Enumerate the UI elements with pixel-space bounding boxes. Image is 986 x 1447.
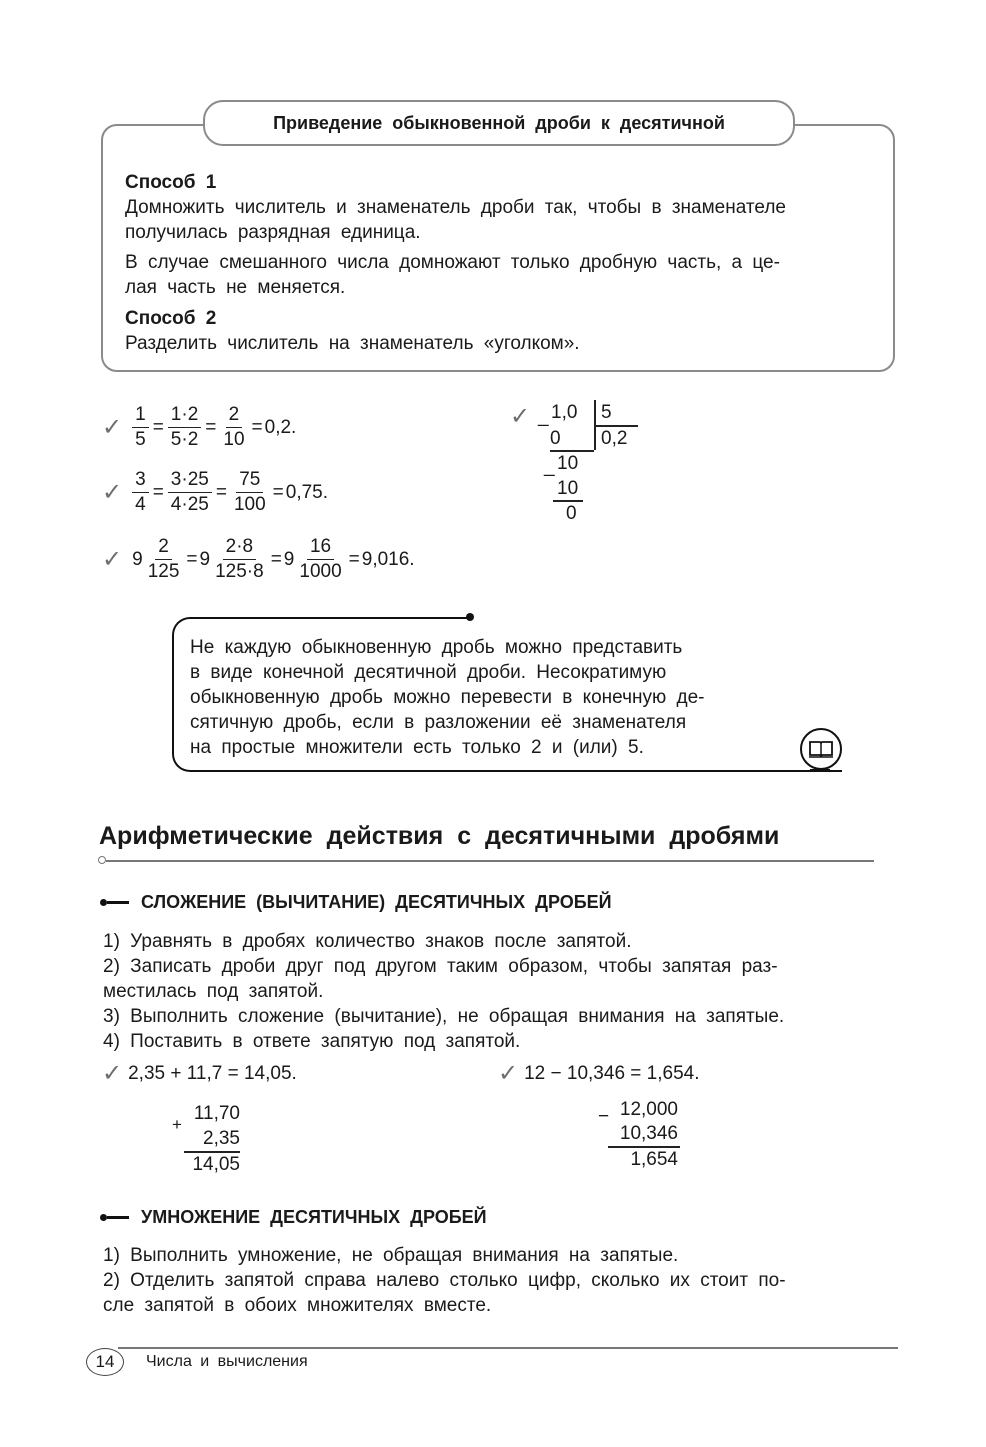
partial-product: 0	[550, 428, 561, 449]
numerator: 3·25	[168, 468, 212, 493]
result: 0,75.	[285, 481, 329, 503]
mult-step-2-cont: сле запятой в обоих множителях вместе.	[103, 1295, 492, 1316]
note-line-5: на простые множители есть только 2 и (или) 5.	[190, 737, 644, 758]
result: 0,2.	[264, 416, 297, 438]
example-2: ✓ $\frac{3}{4}$ = $\frac{3\cdot 25}{4\cdot 25}$ = $\frac{75}{100}$ = 0,75.	[102, 469, 329, 515]
divisor: 5	[601, 402, 612, 423]
denominator: 125·8	[215, 561, 264, 582]
addend-2: 2,35	[203, 1128, 240, 1149]
example-1: ✓ $\frac{1}{5}$ = $\frac{1\cdot 2}{5\cdot 2}$ = $\frac{2}{10}$ = 0,2.	[102, 404, 297, 450]
subheading-mult	[100, 1207, 487, 1228]
check-icon: ✓	[102, 479, 123, 506]
method1-line4: лая часть не меняется.	[125, 277, 346, 298]
example-add	[102, 1059, 297, 1088]
method1-title: Способ 1	[125, 172, 217, 193]
section-underline	[106, 860, 874, 862]
column-subtraction	[598, 1096, 688, 1176]
step-3: 3) Выполнить сложение (вычитание), не обращая внимания на запятые.	[103, 1006, 785, 1027]
check-icon: ✓	[102, 546, 123, 573]
rule-title: Приведение обыкновенной дроби к десятичной	[203, 100, 795, 146]
mult-step-1: 1) Выполнить умножение, не обращая внимания на запятые.	[103, 1245, 679, 1266]
denominator: 5·2	[170, 429, 199, 450]
step-2: 2) Записать дроби друг под другом таким образом, чтобы запятая раз-	[103, 956, 778, 977]
bullet-icon	[100, 899, 107, 906]
check-icon: ✓	[498, 1060, 519, 1087]
remainder: 0	[566, 503, 577, 524]
method1-line3: В случае смешанного числа домножают только дробную часть, а це-	[125, 252, 780, 273]
minuend: 12,000	[619, 1099, 678, 1120]
difference: 1,654	[630, 1149, 678, 1170]
step-2-cont: местилась под запятой.	[103, 981, 324, 1002]
check-icon: ✓	[102, 414, 123, 441]
partial-product: 10	[557, 478, 579, 499]
note-dot	[466, 613, 474, 621]
minus-sign: −	[598, 1106, 610, 1127]
denominator: 10	[223, 429, 245, 450]
dividend: 1,0	[551, 402, 578, 423]
subheading-text: СЛОЖЕНИЕ (ВЫЧИТАНИЕ) ДЕСЯТИЧНЫХ ДРОБЕЙ	[141, 892, 612, 912]
column-addition	[168, 1100, 248, 1180]
numerator: 2	[226, 403, 243, 428]
numerator: 2·8	[223, 535, 256, 560]
subtrahend: 10,346	[619, 1123, 678, 1144]
step-1: 1) Уравнять в дробях количество знаков после запятой.	[103, 931, 632, 952]
note-box-gap	[470, 612, 870, 622]
section-line-circle	[98, 856, 106, 864]
note-line-2: в виде конечной десятичной дроби. Несократимую	[190, 662, 667, 683]
example-sub-text: 12 − 10,346 = 1,654.	[524, 1062, 700, 1084]
addend-1: 11,70	[193, 1103, 240, 1124]
numerator: 2	[155, 535, 172, 560]
method1-line1: Домножить числитель и знаменатель дроби так, чтобы в знаменателе	[125, 197, 786, 218]
denominator: 5	[135, 429, 146, 450]
bullet-icon	[100, 1214, 107, 1221]
subheading-add-sub	[100, 892, 612, 913]
book-icon	[800, 728, 842, 770]
whole-part: 9	[199, 548, 211, 570]
method2-title: Способ 2	[125, 308, 217, 329]
footer-line	[118, 1347, 898, 1349]
denominator: 1000	[299, 561, 342, 582]
example-add-text: 2,35 + 11,7 = 14,05.	[128, 1062, 297, 1084]
result: 9,016.	[361, 548, 415, 570]
note-line-1: Не каждую обыкновенную дробь можно представить	[190, 637, 683, 658]
note-line-3: обыкновенную дробь можно перевести в конечную де-	[190, 687, 705, 708]
method2-text: Разделить числитель на знаменатель «уголком».	[125, 333, 580, 354]
denominator: 4·25	[170, 494, 209, 515]
whole-part: 9	[283, 548, 295, 570]
method1-line2: получилась разрядная единица.	[125, 222, 421, 243]
plus-sign: +	[172, 1115, 182, 1134]
example-sub	[498, 1059, 700, 1088]
check-icon: ✓	[102, 1060, 123, 1087]
numerator: 3	[132, 468, 149, 493]
subheading-text: УМНОЖЕНИЕ ДЕСЯТИЧНЫХ ДРОБЕЙ	[141, 1207, 487, 1227]
numerator: 1	[132, 403, 149, 428]
note-line-4: сятичную дробь, если в разложении её знаменателя	[190, 712, 687, 733]
denominator: 125	[147, 561, 180, 582]
chapter-title: Числа и вычисления	[146, 1353, 308, 1370]
numerator: 75	[236, 468, 263, 493]
long-division	[508, 398, 638, 528]
denominator: 100	[233, 494, 266, 515]
numerator: 1·2	[168, 403, 201, 428]
section-title: Арифметические действия с десятичными дробями	[99, 822, 780, 850]
remainder: 10	[557, 453, 579, 474]
page-number: 14	[86, 1348, 124, 1376]
minus-sign: _	[538, 406, 549, 427]
minus-sign: _	[544, 456, 555, 477]
dash-icon	[107, 901, 129, 904]
denominator: 4	[135, 494, 146, 515]
step-4: 4) Поставить в ответе запятую под запятой.	[103, 1031, 521, 1052]
sum: 14,05	[192, 1154, 240, 1175]
mult-step-2: 2) Отделить запятой справа налево столько цифр, сколько их стоит по-	[103, 1270, 786, 1291]
dash-icon	[107, 1216, 129, 1219]
check-icon: ✓	[510, 403, 531, 430]
quotient: 0,2	[601, 428, 628, 449]
whole-part: 9	[132, 548, 143, 570]
example-3: ✓ 9 $\frac{2}{125}$ = 9 $\frac{2\cdot 8}{125\cdot 8}$ = 9 $\frac{16}{1000}$ = 9,016.	[102, 536, 415, 582]
numerator: 16	[307, 535, 334, 560]
